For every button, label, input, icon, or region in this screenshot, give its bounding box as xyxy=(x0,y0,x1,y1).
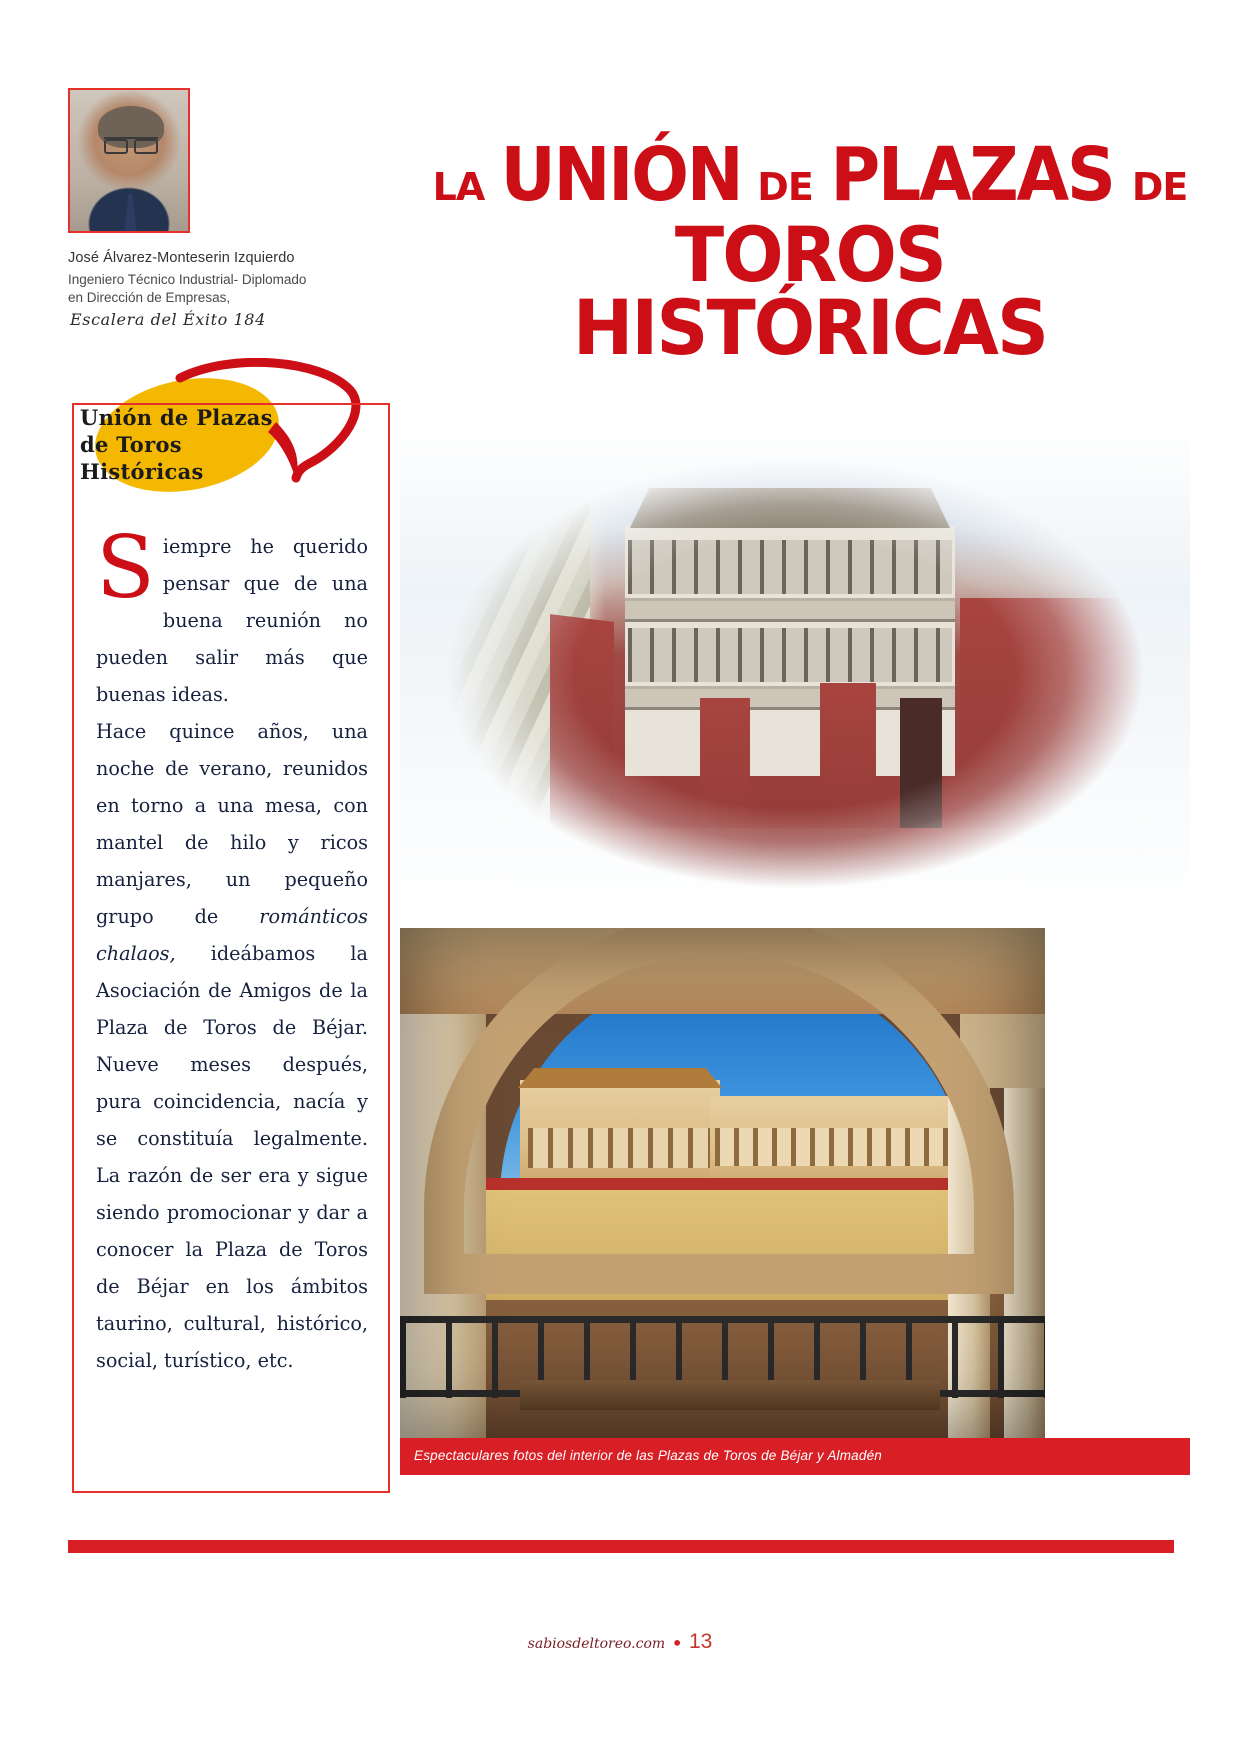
photo-bottom-gallery-railing xyxy=(528,1128,714,1168)
footer xyxy=(0,1630,1240,1655)
author-signature: Escalera del Éxito 184 xyxy=(70,310,266,329)
photo-top-red-panel-1 xyxy=(550,614,614,862)
photo-top-scene xyxy=(400,448,1190,898)
footer-bullet-icon: • xyxy=(671,1631,683,1655)
photo-bottom-bench xyxy=(520,1380,940,1410)
page-title xyxy=(430,132,1190,372)
photo-top-railing-lower xyxy=(628,628,952,682)
photo-bejar-interior xyxy=(400,418,1190,918)
author-role-line2: en Dirección de Empresas, xyxy=(68,290,231,305)
footer-site-name: sabiosdeltoreo.com xyxy=(527,1636,666,1652)
article-text-italic: románticos chalaos, xyxy=(96,905,368,965)
photo-bottom-roof xyxy=(518,1068,722,1088)
photo-almaden-interior xyxy=(400,928,1045,1438)
logo-text-line2: de Toros Históricas xyxy=(80,432,204,484)
photo-bottom-side-railing xyxy=(715,1128,957,1166)
headline-word-union: UNIÓN xyxy=(500,132,742,218)
photo-top-doorway xyxy=(900,698,942,848)
author-name: José Álvarez-Monteserin Izquierdo xyxy=(68,250,295,266)
photo-top-roof xyxy=(630,488,950,528)
article-body xyxy=(96,518,368,1379)
footer-divider xyxy=(68,1540,1174,1553)
author-role-line1: Ingeniero Técnico Industrial- Diplomado xyxy=(68,272,307,287)
photo-bottom-arcade-ceiling xyxy=(400,928,1045,1014)
photo-top-mask xyxy=(400,448,1190,898)
headline-line-2: TOROS HISTÓRICAS xyxy=(572,210,1048,372)
headline-word-la: LA xyxy=(432,165,485,209)
headline-word-de-2: DE xyxy=(1131,165,1188,209)
article-text-part1: iempre he querido pensar que de una buena reunión no pueden salir más que buenas ideas. xyxy=(96,535,368,706)
article-text-part2: Hace quince años, una noche de verano, reunidos en torno a una mesa, con mantel de hilo y ricos manjares, un pequeño grupo de xyxy=(96,720,368,928)
headline-line-1 xyxy=(430,132,1190,218)
page-number: 13 xyxy=(688,1630,713,1653)
article-dropcap: S xyxy=(96,518,155,618)
article-text-part3: ideábamos la Asociación de Amigos de la Plaza de Toros de Béjar. Nueve meses después, pura coincidencia, nacía y se constituía legalmente. La razón de ser era y sigue siendo promocionar y dar a conocer la Plaza de Toros de Béjar en los ámbitos taurino, cultural, histórico, social, turístico, etc. xyxy=(96,942,368,1372)
author-role xyxy=(68,271,348,307)
photo-caption-bar xyxy=(400,1438,1190,1475)
photo-top-ground xyxy=(550,828,1190,898)
photo-top-railing-upper xyxy=(628,540,952,594)
photo-caption-text: Espectaculares fotos del interior de las Plazas de Toros de Béjar y Almadén xyxy=(414,1448,882,1463)
photo-top-balcony-upper xyxy=(625,598,955,622)
article-paragraph-1 xyxy=(96,518,368,713)
headline-word-plazas: PLAZAS xyxy=(830,132,1114,218)
portrait-glasses-icon xyxy=(104,137,158,151)
logo-text-line1: Unión de Plazas xyxy=(80,405,273,430)
author-portrait xyxy=(68,88,190,233)
photo-bottom-sand-ring xyxy=(485,1190,955,1300)
headline-word-de-1: DE xyxy=(757,165,813,209)
article-paragraph-2 xyxy=(96,713,368,1379)
